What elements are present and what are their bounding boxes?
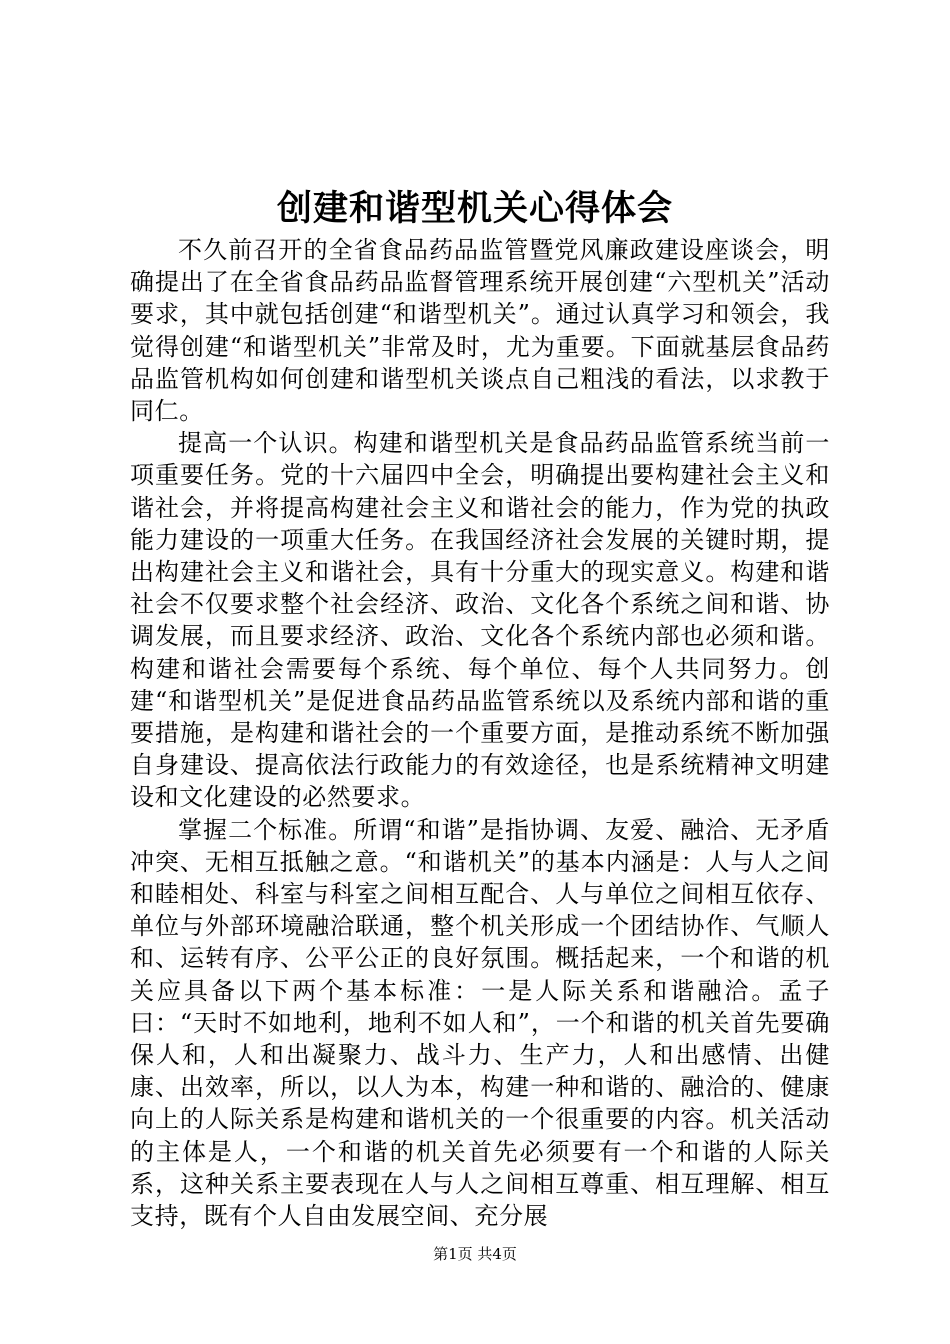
paragraph-intro: 不久前召开的全省食品药品监管暨党风廉政建设座谈会，明确提出了在全省食品药品监督管理系统开展创建“六型机关”活动要求，其中就包括创建“和谐型机关”。通过认真学习和领会，我觉得创建“和谐型机关”非常及时，尤为重要。下面就基层食品药品监管机构如何创建和谐型机关谈点自己粗浅的看法，以求教于同仁。 bbox=[130, 236, 830, 426]
page-footer: 第1页 共4页 bbox=[433, 1245, 517, 1263]
document-body bbox=[130, 234, 830, 1232]
paragraph-understanding: 提高一个认识。构建和谐型机关是食品药品监管系统当前一项重要任务。党的十六届四中全会，明确提出要构建社会主义和谐社会，并将提高构建社会主义和谐社会的能力，作为党的执政能力建设的一项重大任务。在我国经济社会发展的关键时期，提出构建社会主义和谐社会，具有十分重大的现实意义。构建和谐社会不仅要求整个社会经济、政治、文化各个系统之间和谐、协调发展，而且要求经济、政治、文化各个系统内部也必须和谐。构建和谐社会需要每个系统、每个单位、每个人共同努力。创建“和谐型机关”是促进食品药品监管系统以及系统内部和谐的重要措施，是构建和谐社会的一个重要方面，是推动系统不断加强自身建设、提高依法行政能力的有效途径，也是系统精神文明建设和文化建设的必然要求。 bbox=[130, 429, 830, 812]
document-title: 创建和谐型机关心得体会 bbox=[276, 188, 673, 229]
paragraph-standards: 掌握二个标准。所谓“和谐”是指协调、友爱、融洽、无矛盾冲突、无相互抵触之意。“和谐机关”的基本内涵是：人与人之间和睦相处、科室与科室之间相互配合、人与单位之间相互依存、单位与外部环境融洽联通，整个机关形成一个团结协作、气顺人和、运转有序、公平公正的良好氛围。概括起来，一个和谐的机关应具备以下两个基本标准：一是人际关系和谐融洽。孟子曰：“天时不如地利，地利不如人和”，一个和谐的机关首先要确保人和，人和出凝聚力、战斗力、生产力，人和出感情、出健康、出效率，所以，以人为本，构建一种和谐的、融洽的、健康向上的人际关系是构建和谐机关的一个很重要的内容。机关活动的主体是人，一个和谐的机关首先必须要有一个和谐的人际关系，这种关系主要表现在人与人之间相互尊重、相互理解、相互支持，既有个人自由发展空间、充分展 bbox=[130, 815, 830, 1231]
